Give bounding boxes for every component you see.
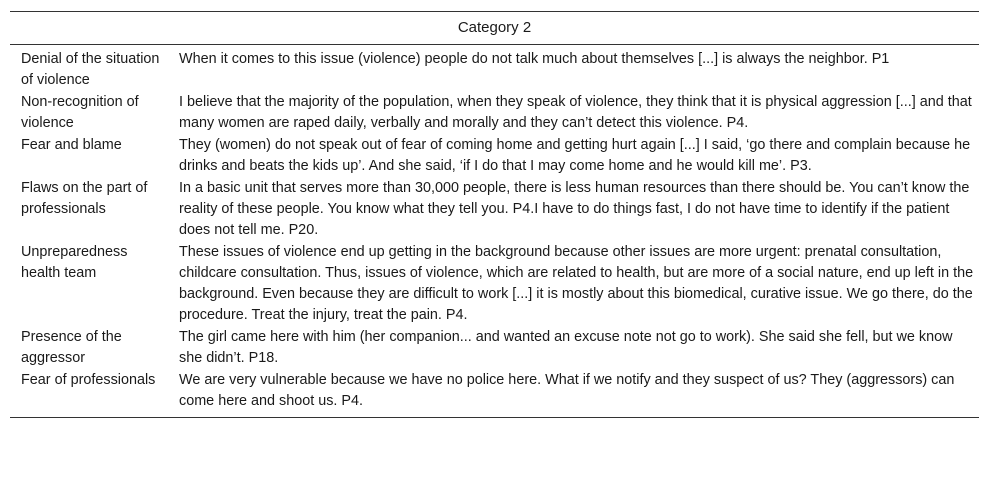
category-cell: Fear and blame: [21, 137, 122, 153]
quote-cell: In a basic unit that serves more than 30,000 people, there is less human resources than there should be. You can’t know the reality of these people. You know what they tell you. P4.I have to do things fast, I do not have time to identify if the patient does not tell me. P20.: [179, 180, 970, 238]
table-row: [10, 327, 979, 370]
category-cell: Unpreparedness health team: [21, 244, 128, 281]
quote-cell: These issues of violence end up getting in the background because other issues are more urgent: prenatal consultation, childcare consultation. Thus, issues of violence, which are related to health, but are more of a social nature, end up left in the background. Even because they are difficult to work [...] it is mostly about this biomedical, curative issue. We go there, do the procedure. Treat the injury, treat the pain. P4.: [179, 244, 974, 323]
table-row: [10, 45, 979, 93]
category-cell: Non-recognition of violence: [21, 94, 139, 131]
table-container: [10, 11, 979, 418]
table-row: [10, 370, 979, 418]
category-cell: Presence of the aggressor: [21, 329, 122, 366]
table-header-row: [10, 12, 979, 45]
category-cell: Flaws on the part of professionals: [21, 180, 148, 217]
category-cell: Denial of the situation of violence: [21, 51, 160, 88]
table-row: [10, 178, 979, 242]
quote-cell: They (women) do not speak out of fear of coming home and getting hurt again [...] I said, ‘go there and complain because he drinks and beats the kids up’. And she said, ‘if I do that I may come home and he would kill me’. P3.: [179, 137, 971, 174]
category-cell: Fear of professionals: [10, 370, 169, 418]
quote-cell: The girl came here with him (her companion... and wanted an excuse note not go to work). She said she fell, but we know she didn’t. P18.: [179, 329, 953, 366]
table-row: [10, 242, 979, 327]
table-row: [10, 135, 979, 178]
quote-cell: I believe that the majority of the population, when they speak of violence, they think that it is physical aggression [...] and that many women are raped daily, verbally and morally and they can’t detect this violence. P4.: [179, 94, 972, 131]
quote-cell: We are very vulnerable because we have no police here. What if we notify and they suspect of us? They (aggressors) can come here and shoot us. P4.: [169, 370, 979, 418]
table-header: Category 2: [10, 12, 979, 45]
quote-cell: When it comes to this issue (violence) people do not talk much about themselves [...] is always the neighbor. P1: [179, 51, 890, 67]
category-table: [10, 11, 979, 418]
table-row: [10, 92, 979, 135]
